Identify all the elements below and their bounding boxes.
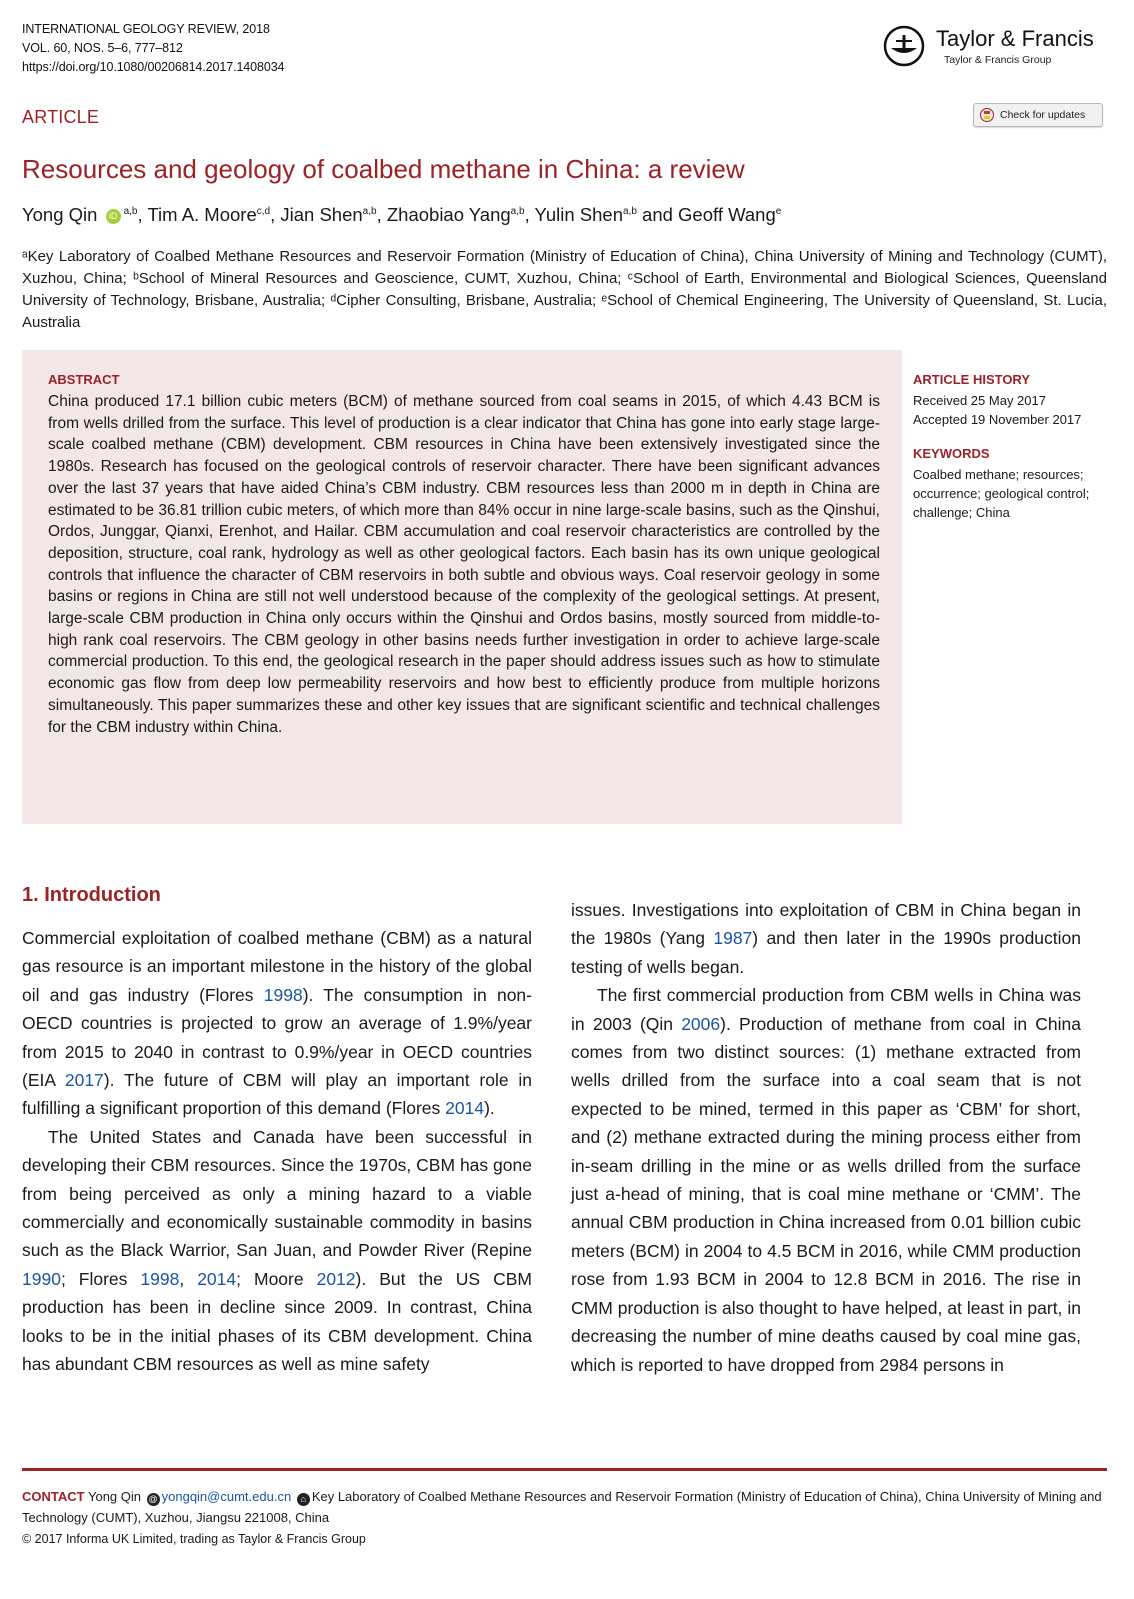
author-affiliation-marker: c,d <box>256 205 271 217</box>
author-name[interactable]: Yong Qin <box>22 204 98 225</box>
orcid-icon[interactable]: iD <box>106 209 121 224</box>
citation-link[interactable]: 1998 <box>140 1268 180 1289</box>
email-icon: @ <box>148 1494 158 1504</box>
citation-link[interactable]: 1990 <box>22 1268 61 1289</box>
author-list: Yong Qin iD $^{a,b}$, Tim A. Moore$^{c,d}$, Jian Shen$^{a,b}$, Zhaobiao Yang$^{a,b}$, Yulin Shen$^{a,b}$ and Geoff Wang$^e$ <box>22 204 782 225</box>
body-paragraph: issues. Investigations into exploitation of CBM in China began in the 1980s (Yang 1987) and then later in the 1990s production testing of wells began. <box>571 900 1081 977</box>
publisher-name: Taylor & Francis <box>936 26 1094 51</box>
body-column-left <box>22 924 532 1379</box>
check-for-updates-label: Check for updates <box>1000 109 1086 121</box>
author-affiliation-marker: e <box>775 205 782 217</box>
publisher-logo-icon <box>882 24 926 68</box>
body-column-right <box>571 896 1081 1379</box>
author-name[interactable]: Jian Shen <box>280 204 363 225</box>
author-affiliation-marker: a,b <box>123 205 138 217</box>
publisher-logo <box>882 24 1112 74</box>
citation-link[interactable]: 2012 <box>316 1268 356 1289</box>
citation-link[interactable]: 1998 <box>263 984 303 1005</box>
accepted-date: Accepted 19 November 2017 <box>913 412 1082 427</box>
abstract-text: China produced 17.1 billion cubic meters (BCM) of methane sourced from coal seams in 2015, of which 4.43 BCM is from wells drilled from the surface. This level of production is a clear indicator that China has gone into early stage large-scale coalbed methane (CBM) development. CBM resources in China have been extensively investigated since the 1980s. Research has focused on the geological controls of reservoir character. There have been significant advances over the last 37 years that have aided China’s CBM industry. CBM resources less than 2000 m in depth in China are estimated to be 36.81 trillion cubic meters, of which more than 84% occur in nine large-scale basins, such as the Qinshui, Ordos, Junggar, Qianxi, Erenhot, and Hailar. CBM accumulation and coal reservoir characteristics are controlled by the deposition, structure, coal rank, hydrology as well as other geological factors. Each basin has its own unique geological controls that influence the character of CBM reservoirs in both subtle and obvious ways. Coal reservoir geology in some basins or regions in China are still not well understood because of the complexity of the geological settings. At present, large-scale CBM production in China only occurs within the Qinshui and Ordos basins, mostly sourced from middle-to-high rank coal reservoirs. The CBM geology in other basins needs further investigation in order to achieve large-scale commercial production. To this end, the geological research in the paper should address issues such as how to stimulate economic gas flow from deep low permeability reservoirs and how best to efficiently produce from multiple horizons simultaneously. This paper summarizes these and other key issues that are significant scientific and technical challenges for the CBM industry within China. <box>48 393 880 736</box>
copyright-notice: © 2017 Informa UK Limited, trading as Taylor & Francis Group <box>22 1532 366 1546</box>
keywords-heading: KEYWORDS <box>913 446 990 461</box>
contact-info <box>22 1486 1112 1528</box>
section-heading-introduction: 1. Introduction <box>22 884 161 906</box>
body-paragraph: Commercial exploitation of coalbed methane (CBM) as a natural gas resource is an important milestone in the history of the global oil and gas industry (Flores 1998). The consumption in non-OECD countries is projected to grow an average of 1.9%/year from 2015 to 2040 in contrast to 0.9%/year in OECD countries (EIA 2017). The future of CBM will play an important role in fulfilling a significant proportion of this demand (Flores 2014). <box>22 928 532 1119</box>
crossmark-icon <box>980 108 994 122</box>
check-for-updates-button[interactable] <box>973 103 1103 127</box>
received-date: Received 25 May 2017 <box>913 393 1046 408</box>
abstract-heading: ABSTRACT <box>48 372 120 387</box>
citation-link[interactable]: 1987 <box>713 928 753 949</box>
author-name[interactable]: Tim A. Moore <box>147 204 257 225</box>
article-type-label: ARTICLE <box>22 107 100 127</box>
citation-link[interactable]: 2006 <box>681 1013 721 1034</box>
author-name[interactable]: Yulin Shen <box>534 204 623 225</box>
journal-volume: VOL. 60, NOS. 5–6, 777–812 <box>22 41 183 55</box>
author-name[interactable]: Geoff Wang <box>678 204 776 225</box>
citation-link[interactable]: 2017 <box>64 1070 104 1091</box>
article-title: Resources and geology of coalbed methane in China: a review <box>22 154 745 184</box>
author-affiliation-marker: a,b <box>362 205 377 217</box>
author-name[interactable]: Zhaobiao Yang <box>386 204 511 225</box>
contact-address: Key Laboratory of Coalbed Methane Resources and Reservoir Formation (Ministry of Education of China), China University of Mining and Technology (CUMT), Xuzhou, Jiangsu 221008, China <box>22 1489 1102 1525</box>
author-affiliation-marker: a,b <box>622 205 637 217</box>
journal-name: INTERNATIONAL GEOLOGY REVIEW, 2018 <box>22 22 270 36</box>
author-affiliations: ᵃKey Laboratory of Coalbed Methane Resources and Reservoir Formation (Ministry of Education of China), China University of Mining and Technology (CUMT), Xuzhou, China; ᵇSchool of Mineral Resources and Geoscience, CUMT, Xuzhou, China; ᶜSchool of Earth, Environmental and Biological Sciences, Queensland University of Technology, Brisbane, Australia; ᵈCipher Consulting, Brisbane, Australia; ᵉSchool of Chemical Engineering, The University of Queensland, St. Lucia, Australia <box>22 248 1107 331</box>
author-conjunction: and <box>642 204 673 225</box>
contact-name: Yong Qin <box>87 1489 141 1504</box>
citation-link[interactable]: 2014 <box>445 1098 485 1119</box>
footer-divider <box>22 1468 1107 1471</box>
body-paragraph: The United States and Canada have been successful in developing their CBM resources. Since the 1970s, CBM has gone from being perceived as only a mining hazard to a viable commercially and economically sustainable commodity in basins such as the Black Warrior, San Juan, and Powder River (Repine 1990; Flores 1998, 2014; Moore 2012). But the US CBM production has been in decline since 2009. In contrast, China looks to be in the initial phases of its CBM development. China has abundant CBM resources as well as mine safety <box>22 1126 532 1375</box>
contact-email-link[interactable]: yongqin@cumt.edu.cn <box>161 1489 292 1504</box>
address-icon: ⌂ <box>297 1493 310 1506</box>
article-history-heading: ARTICLE HISTORY <box>913 372 1031 387</box>
citation-link[interactable]: 2014 <box>197 1268 237 1289</box>
author-affiliation-marker: a,b <box>510 205 525 217</box>
body-paragraph: The first commercial production from CBM wells in China was in 2003 (Qin 2006). Production of methane from coal in China comes from two distinct sources: (1) methane extracted from wells drilled from the surface into a coal seam that is not expected to be mined, termed in this paper as ‘CBM’ for short, and (2) methane extracted during the mining process either from in-seam drilling in the mine or as wells drilled from the surface just a-head of mining, that is coal mine methane or ‘CMM’. The annual CBM production in China increased from 0.01 billion cubic meters (BCM) in 2004 to 4.5 BCM in 2016, while CMM production rose from 1.93 BCM in 2004 to 12.8 BCM in 2016. The rise in CMM production is also thought to have helped, at least in part, in decreasing the number of mine deaths caused by coal mine gas, which is reported to have dropped from 2984 persons in <box>571 985 1081 1375</box>
publisher-group: Taylor & Francis Group <box>944 54 1052 66</box>
keywords-list: Coalbed methane; resources; occurrence; geological control; challenge; China <box>913 467 1090 520</box>
article-doi-link[interactable]: https://doi.org/10.1080/00206814.2017.1408034 <box>22 60 285 74</box>
contact-label: CONTACT <box>22 1489 85 1504</box>
